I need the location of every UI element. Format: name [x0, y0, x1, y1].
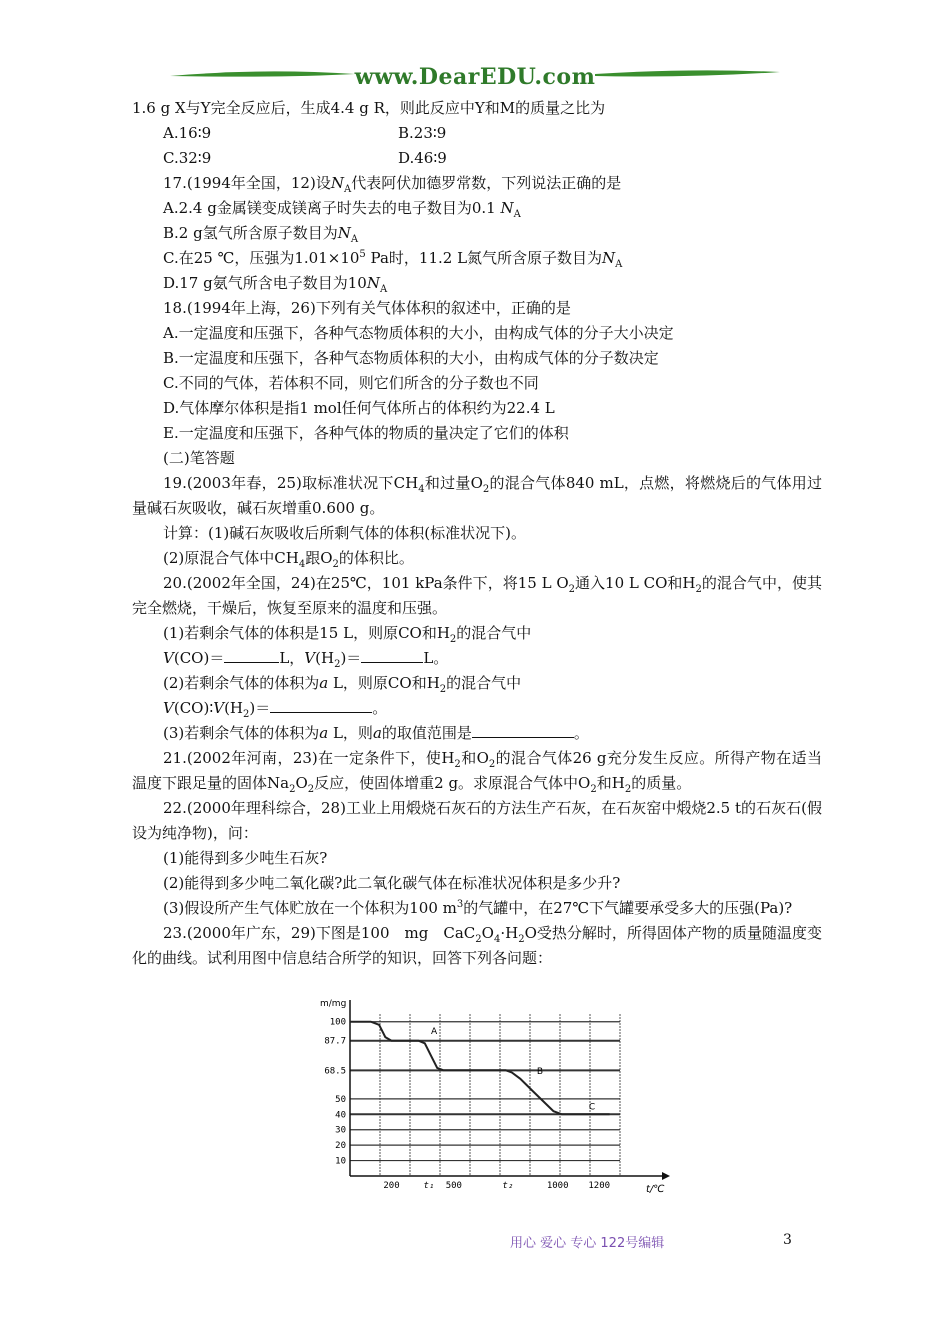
x-tick-label: 500 [445, 1181, 462, 1191]
chart-axes [350, 1000, 670, 1180]
chart-x-ticks [383, 1181, 610, 1191]
q17-option-b: B.2 g氢气所含原子数目为$N_A$ [163, 224, 359, 245]
site-header [170, 62, 780, 92]
q21-stem: 21.(2002年河南，23)在一定条件下，使$H_2$和$O_2$的混合气体26 g充分发生反应。所得产物在适当温度下跟足量的固体$Na_2O_2$反应，使固体增重2 g。求原混合气体中$O_2$和$H_2$的质量。 [132, 749, 822, 795]
page-number: 3 [783, 1232, 792, 1248]
q18-option-d: D.气体摩尔体积是指1 mol任何气体所占的体积约为22.4 L [163, 399, 555, 417]
y-tick-label: 40 [335, 1110, 346, 1121]
q17-option-d: D.17 g氨气所含电子数目为$10N_A$ [163, 274, 388, 295]
chart-y-axis-label: m/mg [320, 999, 347, 1009]
x-tick-label: t₂ [502, 1181, 514, 1191]
chart-x-axis-label: t/℃ [646, 1184, 665, 1195]
q18-option-a: A.一定温度和压强下，各种气态物质体积的大小，由构成气体的分子大小决定 [163, 324, 674, 342]
chart-grid [350, 1014, 620, 1176]
q20-part3: (3)若剩余气体的体积为a L，则a的取值范围是 。 [163, 724, 589, 742]
q22-part2: (2)能得到多少吨二氧化碳?此二氧化碳气体在标准状况体积是多少升? [163, 874, 621, 892]
answer-blank[interactable] [472, 723, 574, 738]
q17-stem: 17.(1994年全国，12)设$N_A$代表阿伏加德罗常数，下列说法正确的是 [163, 174, 622, 195]
annotation-label: A [431, 1027, 438, 1038]
q19-stem: 19.(2003年春，25)取标准状况下$CH_4$和过量$O_2$的混合气体840 mL，点燃，将燃烧后的气体用过量碱石灰吸收，碱石灰增重0.600 g。 [132, 474, 822, 517]
y-tick-label: 87.7 [324, 1036, 346, 1047]
q22-stem: 22.(2000年理科综合，28)工业上用煅烧石灰石的方法生产石灰，在石灰窑中煅烧2.5 t的石灰石(假设为纯净物)，问： [132, 799, 822, 842]
q19-part2: (2)原混合气体中$CH_4$跟$O_2$的体积比。 [163, 549, 414, 570]
q20-stem: 20.(2002年全国，24)在25℃，101 kPa条件下，将15 L $O_2$通入10 L CO和$H_2$的混合气中，使其完全燃烧，干燥后，恢复至原来的温度和压强。 [132, 574, 822, 617]
y-tick-label: 30 [335, 1125, 346, 1136]
q18-option-e: E.一定温度和压强下，各种气体的物质的量决定了它们的体积 [163, 424, 569, 442]
y-tick-label: 50 [335, 1094, 346, 1105]
answer-blank[interactable] [270, 698, 372, 713]
q22-part1: (1)能得到多少吨生石灰? [163, 849, 328, 867]
q22-part3: (3)假设所产生气体贮放在一个体积为100 $m^3$的气罐中，在27℃下气罐要承受多大的压强(Pa)? [163, 899, 793, 917]
q16-option-c: C.32∶9 [163, 149, 212, 167]
q16-stem: 1.6 g X与Y完全反应后，生成4.4 g R，则此反应中Y和M的质量之比为 [132, 99, 606, 117]
q17-option-c: C.在25 ℃，压强为$1.01\times 10^5$ Pa时，11.2 L氮气所含原子数目为$N_A$ [163, 249, 623, 270]
y-tick-label: 10 [335, 1156, 346, 1167]
q16-option-d: D.46∶9 [398, 149, 447, 167]
q20-part2: (2)若剩余气体的体积为a L，则原CO和$H_2$的混合气中 [163, 674, 522, 695]
chart-y-ticks [324, 1018, 346, 1167]
annotation-label: C [588, 1102, 596, 1113]
section-heading: (二)笔答题 [163, 449, 235, 467]
q16-option-a: A.16∶9 [163, 124, 212, 142]
q18-option-b: B.一定温度和压强下，各种气态物质体积的大小，由构成气体的分子数决定 [163, 349, 659, 367]
q17-option-a: A.2.4 g金属镁变成镁离子时失去的电子数目为0.1 $N_A$ [163, 199, 521, 220]
annotation-label: B [536, 1067, 544, 1078]
x-axis-arrow-icon [662, 1172, 670, 1180]
decomposition-chart [300, 994, 680, 1200]
answer-blank[interactable] [224, 648, 279, 663]
y-tick-label: 68.5 [324, 1066, 346, 1077]
q18-stem: 18.(1994年上海，26)下列有关气体体积的叙述中，正确的是 [163, 299, 571, 317]
x-tick-label: 1200 [588, 1181, 611, 1191]
q16-options-ab [132, 121, 822, 146]
page-content [132, 96, 822, 971]
y-tick-label: 100 [329, 1017, 346, 1028]
q20-part2-answer: $V(CO)∶V(H_2)=$ 。 [163, 699, 388, 720]
x-tick-label: 1000 [546, 1181, 569, 1191]
x-tick-label: 200 [383, 1181, 400, 1191]
answer-blank[interactable] [361, 648, 423, 663]
q20-part1-answer: V(CO)＝ L，$V(H_2)= L$。 [163, 649, 449, 670]
q16-options-cd [132, 146, 822, 171]
q19-calc: 计算：(1)碱石灰吸收后所剩气体的体积(标准状况下)。 [163, 524, 526, 542]
x-tick-label: t₁ [423, 1181, 435, 1191]
y-tick-label: 20 [335, 1141, 346, 1152]
chart-series-line [350, 1022, 610, 1115]
q16-option-b: B.23∶9 [398, 124, 447, 142]
site-title[interactable]: www.DearEDU.com [354, 64, 596, 90]
q18-option-c: C.不同的气体，若体积不同，则它们所含的分子数也不同 [163, 374, 539, 392]
q23-stem: 23.(2000年广东，29)下图是100 mg $CaC_2O_4\cdot H_2O$受热分解时，所得固体产物的质量随温度变化的曲线。试利用图中信息结合所学的知识，回答下列各问题： [132, 924, 822, 967]
footer-text: 用心 爱心 专心 122号编辑 [510, 1236, 665, 1251]
q20-part1: (1)若剩余气体的体积是15 L，则原CO和$H_2$的混合气中 [163, 624, 532, 645]
